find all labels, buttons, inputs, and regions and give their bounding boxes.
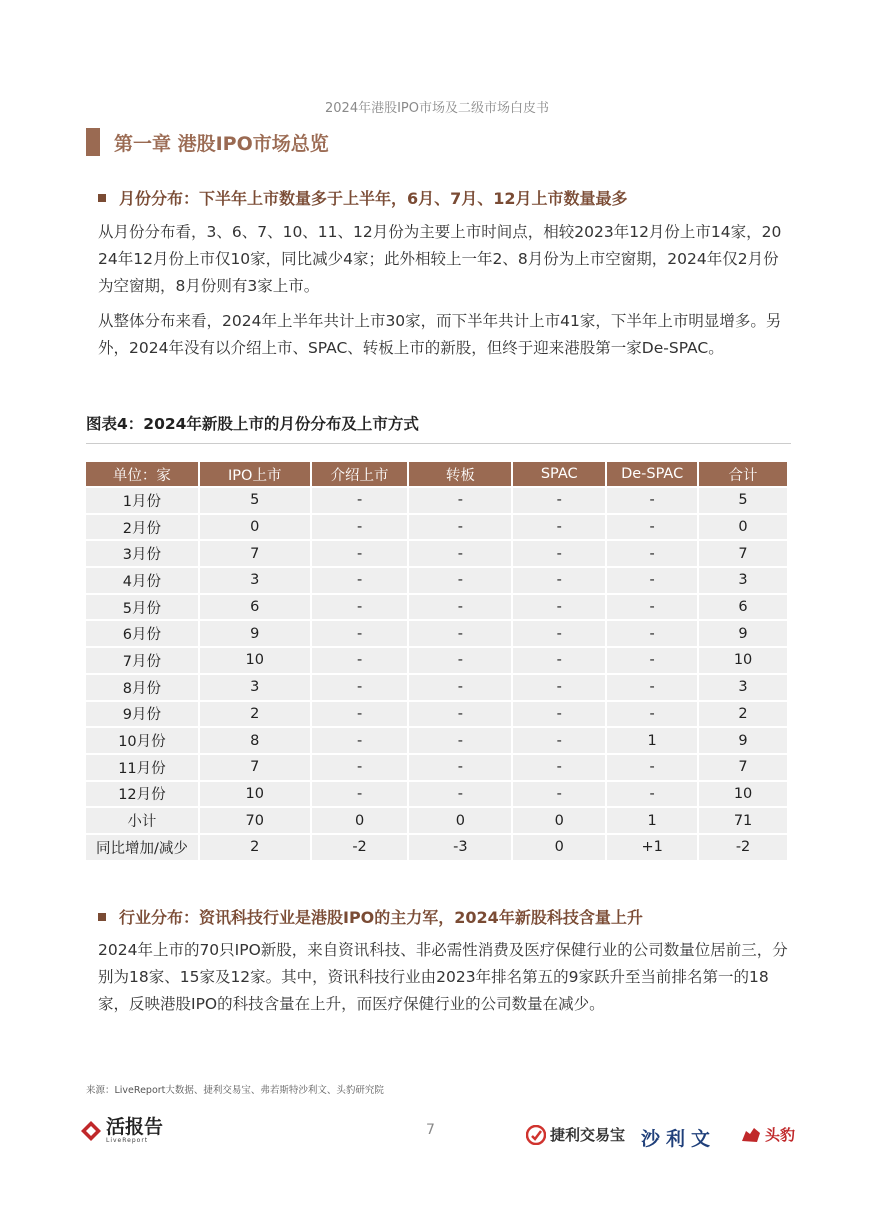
table-cell: - (607, 755, 697, 780)
table-cell: - (513, 702, 605, 727)
partner-logo-jieli (526, 1124, 625, 1145)
table-header-cell: De-SPAC (607, 462, 697, 486)
table-cell: 2 (200, 702, 310, 727)
table-cell: 9 (200, 621, 310, 646)
listing-table (84, 460, 789, 862)
page-number: 7 (426, 1122, 435, 1138)
table-cell: - (312, 728, 408, 753)
table-cell: - (607, 595, 697, 620)
table-row (86, 648, 787, 673)
paragraph-industry: 2024年上市的70只IPO新股，来自资讯科技、非必需性消费及医疗保健行业的公司数量位居前三，分别为18家、15家及12家。其中，资讯科技行业由2023年排名第五的9家跃升至当前排名第一的18家，反映港股IPO的科技含量在上升，而医疗保健行业的公司数量在减少。 (98, 941, 788, 1013)
table-cell: 2 (699, 702, 787, 727)
table-cell: - (409, 541, 511, 566)
table-cell: - (607, 568, 697, 593)
table-cell: 0 (513, 808, 605, 833)
partner-logo-frost (641, 1124, 716, 1151)
source-note: 来源：LiveReport大数据、捷利交易宝、弗若斯特沙利文、头豹研究院 (86, 1085, 384, 1096)
row-label-cell: 10月份 (86, 728, 198, 753)
table-cell: - (409, 488, 511, 513)
table-cell: - (607, 648, 697, 673)
table-row (86, 515, 787, 540)
jieli-logo-icon (526, 1125, 546, 1145)
partner-name: 捷利交易宝 (550, 1126, 626, 1144)
table-cell: - (312, 621, 408, 646)
table-header-cell: 介绍上市 (312, 462, 408, 486)
table-cell: - (409, 568, 511, 593)
table-cell: 3 (699, 568, 787, 593)
logo-cn-text: 活报告 (106, 1116, 164, 1138)
table-header-cell: 转板 (409, 462, 511, 486)
table-cell: 70 (200, 808, 310, 833)
row-label-cell: 同比增加/减少 (86, 835, 198, 860)
table-cell: - (312, 675, 408, 700)
table-row (86, 595, 787, 620)
table-cell: 3 (699, 675, 787, 700)
section-heading-text: 月份分布：下半年上市数量多于上半年，6月、7月、12月上市数量最多 (119, 189, 628, 208)
table-cell: 10 (200, 648, 310, 673)
chapter-heading (86, 128, 329, 156)
table-row (86, 755, 787, 780)
table-header-cell: 单位：家 (86, 462, 198, 486)
table-cell: - (409, 595, 511, 620)
table-cell: -2 (312, 835, 408, 860)
table-cell: - (409, 755, 511, 780)
table-cell: - (513, 568, 605, 593)
row-label-cell: 8月份 (86, 675, 198, 700)
table-cell: - (513, 595, 605, 620)
table-cell: 6 (699, 595, 787, 620)
table-cell: - (513, 515, 605, 540)
table-header-cell: 合计 (699, 462, 787, 486)
table-cell: - (312, 568, 408, 593)
chapter-title: 第一章 港股IPO市场总览 (114, 132, 329, 155)
logo-en-text: LiveReport (106, 1137, 149, 1144)
row-label-cell: 6月份 (86, 621, 198, 646)
table-cell: - (513, 488, 605, 513)
row-label-cell: 2月份 (86, 515, 198, 540)
table-cell: 2 (200, 835, 310, 860)
table-cell: - (409, 728, 511, 753)
table-body (86, 488, 787, 860)
document-header: 2024年港股IPO市场及二级市场白皮书 (325, 101, 549, 116)
logo-mark-icon (80, 1120, 102, 1142)
bullet-square-icon (98, 913, 106, 921)
table-cell: - (513, 541, 605, 566)
livereport-logo (80, 1118, 163, 1144)
table-cell: 5 (200, 488, 310, 513)
table-cell: - (607, 702, 697, 727)
table-cell: - (409, 675, 511, 700)
partner-logo-toubao (740, 1124, 795, 1145)
partner-name: 头豹 (765, 1126, 796, 1144)
row-label-cell: 1月份 (86, 488, 198, 513)
table-cell: 0 (200, 515, 310, 540)
table-cell: 0 (513, 835, 605, 860)
row-label-cell: 7月份 (86, 648, 198, 673)
table-cell: - (513, 648, 605, 673)
table-cell: - (607, 782, 697, 807)
figure-title: 图表4：2024年新股上市的月份分布及上市方式 (86, 415, 419, 433)
table-cell: - (607, 515, 697, 540)
table-row (86, 835, 787, 860)
table-row (86, 488, 787, 513)
table-row (86, 728, 787, 753)
table-cell: 1 (607, 728, 697, 753)
table-cell: - (312, 595, 408, 620)
table-header-row (86, 462, 787, 486)
table-header-cell: SPAC (513, 462, 605, 486)
table-cell: 0 (699, 515, 787, 540)
table-cell: - (312, 702, 408, 727)
table-row (86, 702, 787, 727)
section-heading-month (98, 186, 628, 209)
table-cell: - (607, 675, 697, 700)
table-cell: 10 (699, 648, 787, 673)
table-cell: - (312, 541, 408, 566)
section-heading-industry (98, 905, 643, 928)
table-cell: - (312, 755, 408, 780)
table-row (86, 675, 787, 700)
table-cell: +1 (607, 835, 697, 860)
figure-divider (86, 443, 791, 444)
row-label-cell: 12月份 (86, 782, 198, 807)
table-cell: 3 (200, 675, 310, 700)
table-cell: 0 (312, 808, 408, 833)
table-cell: - (607, 488, 697, 513)
table-cell: - (312, 515, 408, 540)
row-label-cell: 11月份 (86, 755, 198, 780)
table-cell: - (607, 541, 697, 566)
table-cell: 10 (699, 782, 787, 807)
table-cell: -2 (699, 835, 787, 860)
table-cell: - (409, 621, 511, 646)
chapter-bar (86, 128, 100, 156)
table-row (86, 621, 787, 646)
table-cell: - (513, 755, 605, 780)
table-cell: - (409, 648, 511, 673)
row-label-cell: 4月份 (86, 568, 198, 593)
table-cell: 7 (200, 755, 310, 780)
table-cell: 7 (200, 541, 310, 566)
row-label-cell: 9月份 (86, 702, 198, 727)
table-cell: 10 (200, 782, 310, 807)
table-cell: - (312, 648, 408, 673)
table-cell: 9 (699, 621, 787, 646)
table-row (86, 568, 787, 593)
table-cell: 71 (699, 808, 787, 833)
table-cell: 8 (200, 728, 310, 753)
table-cell: 6 (200, 595, 310, 620)
partner-name: 沙利文 (641, 1128, 717, 1150)
table-row (86, 541, 787, 566)
table-cell: - (513, 621, 605, 646)
table-cell: - (409, 782, 511, 807)
table-cell: 9 (699, 728, 787, 753)
paragraph-month-2: 从整体分布来看，2024年上半年共计上市30家，而下半年共计上市41家，下半年上市明显增多。另外，2024年没有以介绍上市、SPAC、转板上市的新股，但终于迎来港股第一家De-SPAC。 (98, 312, 782, 357)
row-label-cell: 5月份 (86, 595, 198, 620)
table-cell: - (513, 675, 605, 700)
section-heading-text: 行业分布：资讯科技行业是港股IPO的主力军，2024年新股科技含量上升 (119, 908, 643, 927)
table-cell: - (409, 515, 511, 540)
table-cell: 1 (607, 808, 697, 833)
table-row (86, 782, 787, 807)
table-cell: 7 (699, 541, 787, 566)
table-cell: 7 (699, 755, 787, 780)
bullet-square-icon (98, 194, 106, 202)
table-cell: 0 (409, 808, 511, 833)
row-label-cell: 3月份 (86, 541, 198, 566)
paragraph-month-1: 从月份分布看，3、6、7、10、11、12月份为主要上市时间点，相较2023年12月份上市14家，2024年12月份上市仅10家，同比减少4家；此外相较上一年2、8月份为上市空窗期，2024年仅2月份为空窗期，8月份则有3家上市。 (98, 223, 782, 295)
row-label-cell: 小计 (86, 808, 198, 833)
table-cell: - (409, 702, 511, 727)
table-cell: - (513, 728, 605, 753)
table-cell: - (312, 488, 408, 513)
leopard-logo-icon (740, 1125, 762, 1145)
table-cell: - (607, 621, 697, 646)
table-header-cell: IPO上市 (200, 462, 310, 486)
table-cell: - (513, 782, 605, 807)
table-cell: -3 (409, 835, 511, 860)
table-cell: - (312, 782, 408, 807)
table-cell: 5 (699, 488, 787, 513)
table-row (86, 808, 787, 833)
table-cell: 3 (200, 568, 310, 593)
